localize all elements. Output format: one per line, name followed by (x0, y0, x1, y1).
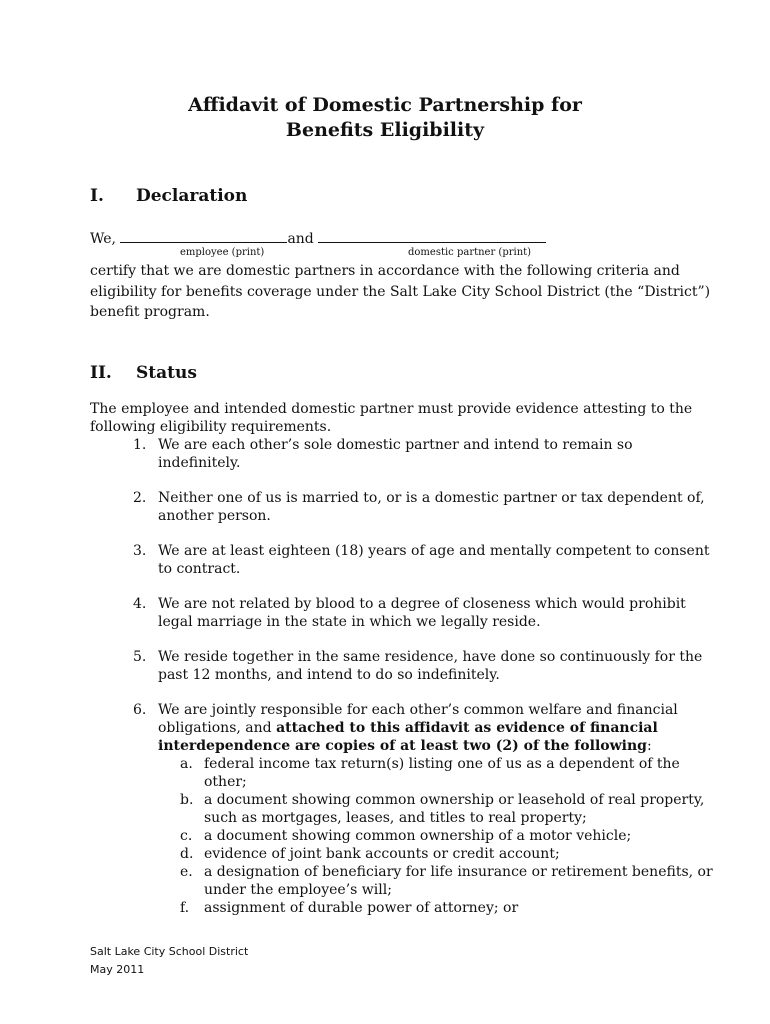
section-number: I. (90, 186, 104, 206)
section-title: Status (136, 363, 197, 383)
declaration-line-2: eligibility for benefits coverage under the Salt Lake City School District (the “District”) (90, 283, 711, 300)
status-intro-line-2: following eligibility requirements. (90, 419, 332, 435)
footer-date: May 2011 (90, 963, 145, 976)
section-number: II. (90, 363, 112, 383)
section-status-heading (90, 363, 197, 383)
partner-caption: domestic partner (print) (408, 247, 532, 258)
document-title-line2: Benefits Eligibility (285, 119, 485, 141)
declaration-line-1: certify that we are domestic partners in accordance with the following criteria and (90, 263, 680, 279)
status-intro-line-1: The employee and intended domestic partner must provide evidence attesting to the (90, 401, 693, 417)
employee-name-field[interactable] (120, 228, 287, 243)
partner-name-field[interactable] (318, 228, 546, 243)
declaration-line-3: benefit program. (90, 304, 210, 320)
employee-caption: employee (print) (180, 247, 265, 258)
and-label: and (287, 231, 314, 247)
declaration-names-line (90, 228, 546, 249)
document-title-line1: Affidavit of Domestic Partnership for (188, 94, 582, 116)
document-page: Affidavit of Domestic Partnership for Benefits Eligibility I. Declaration We, and employee (print) domestic partner (print) certify that we are domestic partners in accordance with the following criteria and eligibility for benefits coverage under the Salt Lake City School District (the “District”) benefit program. II. Status The employee and intended domestic partner must provide evidence attesting to the following eligibility requirements. 1. We are each other’s sole domestic partner and intend to remain so indefinitely. 2. Neither one of us is married to, or is a domestic partner or tax dependent of, another person. 3. We are at least eighteen (18) years of age and mentally competent to consent to contract. 4. We are not related by blood to a degree of closeness which would prohibit legal marriage in the state in which we legally reside. 5. We reside together in the same residence, have done so continuously for the past 12 months, and intend to do so indefinitely. 6. We are jointly responsible for each other’s common welfare and financial obligations, and attached to this affidavit as evidence of financial interdependence are copies of at least two (2) of the following: a. federal income tax return(s) listing one of us as a dependent of the other; b. a document showing common ownership or leasehold of real property, such as mortgages, leases, and titles to real property; c. a document showing common ownership of a motor vehicle; d. evidence of joint bank accounts or credit account; e. a designation of beneficiary for life insurance or retirement benefits, or under the employee’s will; f. assignment of durable power of attorney; or Salt Lake City School District May 2011 (0, 0, 770, 1024)
section-declaration-heading (90, 186, 247, 206)
section-title: Declaration (136, 186, 248, 206)
footer-organization: Salt Lake City School District (90, 945, 249, 958)
we-label: We, (90, 231, 116, 247)
